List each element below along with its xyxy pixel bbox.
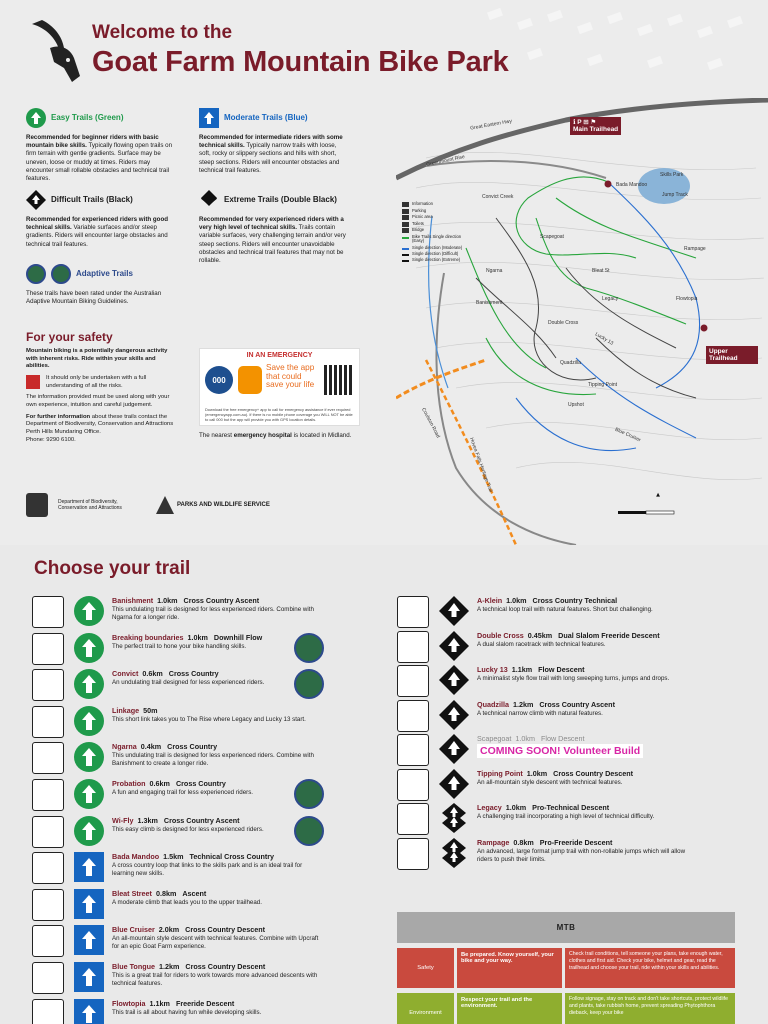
trail-description: An all-mountain style descent with technical features. <box>477 778 623 786</box>
legend-item <box>402 258 466 263</box>
trail-description: An undulating trail designed for less experienced riders. <box>112 679 265 687</box>
trail-title <box>112 999 234 1008</box>
trail-row[interactable] <box>32 889 332 925</box>
trail-name: Legacy <box>477 803 502 812</box>
trail-name: A-Klein <box>477 596 503 605</box>
trail-description: A minimalist style flow trail with long sweeping turns, jumps and drops. <box>477 675 670 682</box>
map-trail-label: Upshot <box>568 402 584 408</box>
adaptive-badge-icon <box>26 264 46 284</box>
trail-name: Probation <box>112 779 146 788</box>
trail-row[interactable] <box>397 596 697 632</box>
safety-phone: Phone: 9290 6100. <box>26 436 76 443</box>
green-circle-icon <box>26 108 46 128</box>
trail-type: Cross Country Descent <box>553 768 634 778</box>
legend-label: Single direction (Moderate) <box>412 244 463 250</box>
black-diamond-icon <box>439 631 469 661</box>
bridge-icon <box>402 228 409 233</box>
trail-pictogram-icon <box>32 962 64 994</box>
trail-type: Cross Country Ascent <box>539 699 615 709</box>
trail-pictogram-icon <box>32 925 64 957</box>
safety-text <box>26 348 178 448</box>
legend-label: Parking <box>412 207 427 213</box>
trail-pictogram-icon <box>397 838 429 870</box>
blue-square-icon <box>74 852 104 882</box>
trail-distance: 1.0km <box>505 803 527 812</box>
adaptive-rating-badge-icon <box>294 779 324 809</box>
double-black-diamond-icon <box>199 190 219 210</box>
trail-pictogram-icon <box>397 665 429 697</box>
trail-name: Scapegoat <box>477 734 512 743</box>
key-moderate-title: Moderate Trails (Blue) <box>224 112 308 122</box>
trail-row[interactable] <box>32 999 332 1024</box>
black-diamond-icon <box>439 734 469 764</box>
trail-description: A challenging trail incorporating a high level of technical difficulty. <box>477 813 655 820</box>
map-legend <box>402 202 466 265</box>
adaptive-rating-badge-icon <box>294 633 324 663</box>
trail-pictogram-icon <box>397 803 429 835</box>
key-moderate-bold: Recommended for intermediate riders with some technical skills. <box>199 134 343 150</box>
trail-name: Blue Cruiser <box>112 925 155 935</box>
trail-pictogram-icon <box>32 742 64 774</box>
trail-row[interactable] <box>397 838 697 874</box>
map-trail-label: Skills Park <box>660 172 684 178</box>
map-trail-label: Ngarna <box>486 268 503 274</box>
trail-title <box>477 631 660 640</box>
main-trailhead-icons: ℹ P ⊞ ⚑ <box>573 119 597 126</box>
trail-title <box>477 803 609 812</box>
green-circle-icon <box>74 706 104 736</box>
trail-description: This trail is all about having fun while developing skills. <box>112 1008 262 1016</box>
trail-row[interactable] <box>32 633 332 669</box>
adaptive-rating-badge-icon <box>294 669 324 699</box>
trail-title <box>477 596 617 605</box>
green-circle-icon <box>74 669 104 699</box>
adaptive-rating-badge-icon <box>294 816 324 846</box>
hospital-post: is located in Midland. <box>293 432 352 439</box>
coming-soon-badge: COMING SOON! Volunteer Build <box>477 744 643 758</box>
map-trail-label: Jump Track <box>662 192 688 198</box>
road-label: Coulston Road <box>420 406 441 440</box>
trail-pictogram-icon <box>32 889 64 921</box>
emergency-fine-print: Download the free emergency+ app to call for emergency assistance if ever required (emergencyapp.com.au). If there is no mobile phone coverage you WILL NOT be able to call 000 but the app will provide you with GPS location details. <box>205 407 353 423</box>
key-moderate <box>199 108 349 175</box>
blue-trail-icon <box>402 248 409 250</box>
hospital-note <box>199 432 364 440</box>
code-detail: Follow signage, stay on track and don't take shortcuts, protect wildlife and plants, take rubbish home, prevent spreading Phytophthora dieback, keep your bike <box>565 993 735 1024</box>
trail-row[interactable] <box>32 816 332 852</box>
mtb-code-table <box>397 912 735 1024</box>
green-circle-icon <box>74 779 104 809</box>
map-trail-label: Double Cross <box>548 320 579 326</box>
blue-square-icon <box>199 108 219 128</box>
legend-item <box>402 222 466 227</box>
adaptive-badge-icon <box>51 264 71 284</box>
trail-row[interactable] <box>32 925 332 961</box>
legend-label: Single direction (Difficult) <box>412 250 459 256</box>
trail-path-label: Hovea Falls Heritage Trail <box>468 436 494 494</box>
trail-title <box>112 852 274 861</box>
trail-title <box>112 706 164 715</box>
pws-logo <box>156 496 270 514</box>
map-trail-label: Tipping Point <box>588 382 617 388</box>
code-row-environment <box>397 993 735 1024</box>
code-rule: Be prepared. Know yourself, your bike and your way. <box>457 948 562 988</box>
emergency-app-icon <box>238 366 262 394</box>
trail-pictogram-icon <box>397 596 429 628</box>
key-easy-bold: Recommended for beginner riders with basic mountain bike skills. <box>26 134 159 150</box>
blue-square-icon <box>74 962 104 992</box>
map-trail-label: Blue Cruiser <box>613 426 642 444</box>
trail-title <box>112 633 262 642</box>
legend-label: Bridge <box>412 227 425 232</box>
code-rule: Respect your trail and the environment. <box>457 993 562 1024</box>
trail-distance: 1.3km <box>137 815 158 825</box>
legend-label: Bike Trails Single direction (Easy) <box>412 233 462 244</box>
trail-title <box>477 700 615 709</box>
trail-name: Ngarna <box>112 742 137 752</box>
road-label: Great Eastern Hwy <box>469 118 513 132</box>
trail-type: Cross Country Technical <box>532 596 618 605</box>
trail-row[interactable] <box>32 852 332 888</box>
trail-pictogram-icon <box>32 852 64 884</box>
legend-item <box>402 209 466 214</box>
legend-item <box>402 215 466 220</box>
map-trail-label: Quadzilla <box>560 360 581 366</box>
trail-distance: 1.5km <box>163 852 184 862</box>
trail-type: Cross Country <box>168 669 219 679</box>
trail-name: Quadzilla <box>477 699 509 709</box>
trail-distance: 50m <box>143 705 158 715</box>
map-trail-label: Bleat St <box>592 268 610 274</box>
trail-description: This is a great trail for riders to work towards more advanced descents with technical features. <box>112 972 318 988</box>
map-trail-label: Scapegoat <box>540 234 564 240</box>
code-label: Environment <box>397 993 454 1024</box>
legend-item <box>402 228 466 233</box>
trail-name: Linkage <box>112 705 140 715</box>
legend-label: Picnic area <box>412 214 433 219</box>
trail-description: This short link takes you to The Rise where Legacy and Lucky 13 start. <box>112 715 306 723</box>
tyre-tread-decoration <box>468 0 768 90</box>
trail-description: An all-mountain style descent with technical features. Combine with Upcraft for an epic Goat Farm experience. <box>112 935 319 951</box>
legend-item <box>402 246 466 251</box>
code-detail: Check trail conditions, tell someone your plans, take enough water, clothes and first aid. Check your bike, helmet and gear, read the trailhead and choose your trail, ride within your skills and abilities. <box>565 948 735 988</box>
trail-name: Convict <box>112 669 139 679</box>
key-adaptive <box>26 264 186 306</box>
safety-warning: It should only be undertaken with a full understanding of all the risks. <box>46 375 147 389</box>
trail-description: A moderate climb that leads you to the upper trailhead. <box>112 898 262 906</box>
trail-name: Bleat Street <box>112 888 152 898</box>
key-adaptive-text: These trails have been rated under the Australian Adaptive Mountain Biking Guidelines. <box>26 290 162 306</box>
emergency-000-badge: 000 <box>205 366 233 394</box>
green-circle-icon <box>74 816 104 846</box>
key-easy <box>26 108 176 183</box>
trail-pictogram-icon <box>32 669 64 701</box>
upper-trailhead-label[interactable]: Upper Trailhead <box>706 346 758 364</box>
trail-distance: 1.0km <box>187 632 208 642</box>
trail-description: A cross country loop that links to the skills park and is an ideal trail for learning new skills. <box>112 862 303 878</box>
black-diamond-icon <box>439 665 469 695</box>
trail-pictogram-icon <box>397 734 429 766</box>
map-trail-label: Legacy <box>602 296 619 302</box>
trail-name: Breaking boundaries <box>112 632 184 642</box>
trail-distance: 0.6km <box>149 779 170 788</box>
map-trail-label: Lucky 13 <box>593 331 615 347</box>
blue-square-icon <box>74 999 104 1024</box>
trail-description: A technical narrow climb with natural features. <box>477 709 603 717</box>
trail-type: Cross Country Descent <box>185 925 266 935</box>
trail-name: Flowtopia <box>112 998 146 1008</box>
trail-type: Dual Slalom Freeride Descent <box>558 630 660 640</box>
trail-distance: 1.1km <box>149 998 170 1008</box>
key-easy-text: Typically flowing open trails on firm terrain with gentle gradients. Surface may be uneven, loose or muddy at times. Riders may encounter small rollable obstacles and technical trail features. <box>26 142 173 182</box>
trail-row[interactable] <box>32 669 332 705</box>
blue-square-icon <box>74 889 104 919</box>
hospital-bold: emergency hospital <box>233 432 292 439</box>
trail-type: Pro-Freeride Descent <box>539 837 613 847</box>
black-diamond-icon <box>439 769 469 799</box>
trail-pictogram-icon <box>32 633 64 665</box>
trail-title <box>112 779 226 788</box>
legend-item <box>402 252 466 257</box>
road-label: Greenmount Rise <box>425 153 466 169</box>
info-icon <box>402 202 409 207</box>
trail-type: Flow Descent <box>540 734 585 743</box>
trail-title <box>112 669 219 678</box>
trail-title <box>477 769 633 778</box>
green-trail-icon <box>402 237 409 239</box>
trail-type: Cross Country <box>167 742 218 752</box>
hospital-pre: The nearest <box>199 432 233 439</box>
key-difficult-text: Variable surfaces and/or steep gradients. Riders will encounter large obstacles and technical trail features. <box>26 224 168 248</box>
trail-type: Ascent <box>182 888 207 898</box>
legend-item <box>402 202 466 207</box>
trail-distance: 1.1km <box>511 665 533 674</box>
green-circle-icon <box>74 633 104 663</box>
trail-description: This undulating trail is designed for less experienced riders. Combine with Banishment to create a longer ride. <box>112 752 314 768</box>
trail-name: Tipping Point <box>477 768 523 778</box>
choose-trail-heading: Choose your trail <box>34 558 191 579</box>
key-difficult-title: Difficult Trails (Black) <box>51 194 133 204</box>
trail-name: Rampage <box>477 837 510 847</box>
code-label: Safety <box>397 948 454 988</box>
black-diamond-icon <box>439 700 469 730</box>
trail-description: This undulating trail is designed for less experienced riders. Combine with Ngarna for a longer ride. <box>112 606 314 622</box>
trail-distance: 1.0km <box>506 596 527 605</box>
trail-distance: 1.2km <box>512 699 534 709</box>
double-black-trail-icon <box>402 260 409 262</box>
trail-row[interactable] <box>397 769 697 805</box>
key-adaptive-title: Adaptive Trails <box>76 268 133 278</box>
map-trail-label: Rampage <box>684 246 706 252</box>
trail-distance: 0.8km <box>155 888 177 898</box>
trail-title <box>112 889 206 898</box>
agency-logos <box>26 493 270 517</box>
black-diamond-icon <box>439 596 469 626</box>
key-moderate-text: Typically narrow trails with loose, soft, rocky or slippery sections and hills with short, steep sections. Riders will encounter obstacles and technical trail features. <box>199 142 340 174</box>
qr-code-icon[interactable] <box>324 365 354 395</box>
trail-map[interactable] <box>396 98 768 545</box>
trail-distance: 1.0km <box>157 596 178 605</box>
svg-text:▲: ▲ <box>656 492 660 498</box>
trail-title <box>112 742 217 751</box>
trail-description: A technical loop trail with natural features. Short but challenging. <box>477 606 653 613</box>
safety-intro: Mountain biking is a potentially dangerous activity with inherent risks. Ride within your skills and abilities. <box>26 348 168 370</box>
trail-pictogram-icon <box>32 706 64 738</box>
trail-title <box>112 925 265 934</box>
trail-type: Cross Country Descent <box>185 962 266 971</box>
trail-row[interactable] <box>32 706 332 742</box>
trail-row[interactable] <box>32 596 332 632</box>
trail-name: Wi-Fly <box>112 815 134 825</box>
legend-label: Toilets <box>412 220 424 226</box>
wa-government-crest-icon <box>26 493 48 517</box>
emergency-box <box>199 348 360 426</box>
green-circle-icon <box>74 742 104 772</box>
pws-mark-icon <box>156 496 174 514</box>
trail-row[interactable] <box>32 962 332 998</box>
trail-title <box>112 816 240 825</box>
trail-type: Downhill Flow <box>213 632 263 642</box>
trail-row[interactable] <box>397 700 697 736</box>
trail-distance: 1.0km <box>526 768 548 778</box>
trail-pictogram-icon <box>397 700 429 732</box>
legend-label: Single direction (Extreme) <box>412 257 461 263</box>
welcome-heading: Welcome to the <box>92 22 233 43</box>
trail-name: Banishment <box>112 596 154 605</box>
trail-pictogram-icon <box>32 816 64 848</box>
trail-type: Freeride Descent <box>175 998 235 1008</box>
trail-description: An advanced, large format jump trail with non-rollable jumps which will allow riders to push their limits. <box>477 847 686 863</box>
key-extreme-title: Extreme Trails (Double Black) <box>224 194 337 204</box>
trail-distance: 1.2km <box>159 962 180 971</box>
trail-type: Pro-Technical Descent <box>532 803 610 812</box>
parking-icon <box>402 209 409 214</box>
key-extreme-text: Trails contain variable surfaces, very challenging terrain and/or very steep sections. Riders will encounter unavoidable obstacles and technical trail features that may not be rollable. <box>199 224 346 264</box>
map-trail-label: Flowtopia <box>676 296 698 302</box>
trail-distance: 0.8km <box>513 837 534 847</box>
trail-name: Blue Tongue <box>112 962 155 971</box>
trail-name: Bada Mandoo <box>112 852 160 862</box>
trail-title <box>112 596 259 605</box>
trail-pictogram-icon <box>32 999 64 1024</box>
key-easy-title: Easy Trails (Green) <box>51 112 124 122</box>
trail-description: A dual slalom racetrack with technical features. <box>477 640 606 648</box>
trail-description: This easy climb is designed for less experienced riders. <box>112 825 264 833</box>
trail-type: Flow Descent <box>538 665 585 674</box>
trail-type: Cross Country <box>175 779 226 788</box>
black-trail-icon <box>402 254 409 256</box>
trail-distance: 2.0km <box>158 925 180 935</box>
trail-title <box>112 962 265 971</box>
mtb-logo: MTB <box>556 923 576 932</box>
safety-info: The information provided must be used along with your own experience, intuition and careful judgement. <box>26 394 170 409</box>
trail-type: Cross Country Ascent <box>163 815 240 825</box>
trail-distance: 0.4km <box>140 742 162 752</box>
safety-heading: For your safety <box>26 330 113 344</box>
trail-pictogram-icon <box>397 631 429 663</box>
double-black-diamond-icon <box>439 838 469 868</box>
black-diamond-icon <box>26 190 46 210</box>
mtb-code-header <box>397 912 735 943</box>
trail-pictogram-icon <box>32 596 64 628</box>
pws-logo-text: PARKS AND WILDLIFE SERVICE <box>177 502 270 508</box>
trail-distance: 0.45km <box>527 630 553 640</box>
legend-label: Information <box>412 201 433 206</box>
warning-icon <box>26 375 40 389</box>
trail-row[interactable] <box>32 742 332 778</box>
map-trail-label: Banishment <box>476 300 503 306</box>
trail-distance: 0.6km <box>142 669 163 679</box>
trail-type: Technical Cross Country <box>189 852 275 862</box>
main-trailhead-text: Main Trailhead <box>573 126 619 134</box>
emergency-save-text: Save the app that could save your life <box>266 363 315 390</box>
trail-row[interactable] <box>397 665 697 701</box>
key-difficult-bold: Recommended for experienced riders with good technical skills. <box>26 216 168 232</box>
trail-pictogram-icon <box>397 769 429 801</box>
page-title: Goat Farm Mountain Bike Park <box>92 46 509 78</box>
key-extreme-bold: Recommended for very experienced riders with a very high level of technical skills. <box>199 216 344 232</box>
trail-name: Double Cross <box>477 630 524 640</box>
main-trailhead-label[interactable] <box>570 117 621 135</box>
key-extreme <box>199 190 357 265</box>
trail-pictogram-icon <box>32 779 64 811</box>
trail-row[interactable] <box>397 803 697 839</box>
double-black-diamond-icon <box>439 803 469 833</box>
trail-name: Lucky 13 <box>477 665 508 674</box>
trail-row[interactable] <box>32 779 332 815</box>
map-trail-label: Bada Mandoo <box>616 182 648 188</box>
trail-title <box>477 665 585 674</box>
blue-square-icon <box>74 925 104 955</box>
key-difficult <box>26 190 176 249</box>
trail-description: A fun and engaging trail for less experienced riders. <box>112 789 254 796</box>
trail-title <box>477 838 612 847</box>
toilet-icon <box>402 222 409 227</box>
dbca-logo-text: Department of Biodiversity, Conservation and Attractions <box>58 498 122 511</box>
safety-further: about these trails contact the Department of Biodiversity, Conservation and Attractions Perth Hills Mundaring Office. <box>26 413 174 436</box>
safety-further-bold: For further information <box>26 413 91 420</box>
goat-logo-icon <box>24 18 84 84</box>
trail-row[interactable] <box>397 734 697 770</box>
trail-distance: 1.0km <box>515 734 535 743</box>
trail-row[interactable] <box>397 631 697 667</box>
legend-item <box>402 235 466 245</box>
trail-title <box>477 734 585 743</box>
picnic-icon <box>402 215 409 220</box>
trail-type: Cross Country Ascent <box>183 596 260 605</box>
code-row-safety <box>397 948 735 988</box>
emergency-title: IN AN EMERGENCY <box>246 352 313 359</box>
green-circle-icon <box>74 596 104 626</box>
creek-label: Convict Creek <box>482 194 514 200</box>
trail-description: The perfect trail to hone your bike handling skills. <box>112 642 247 650</box>
